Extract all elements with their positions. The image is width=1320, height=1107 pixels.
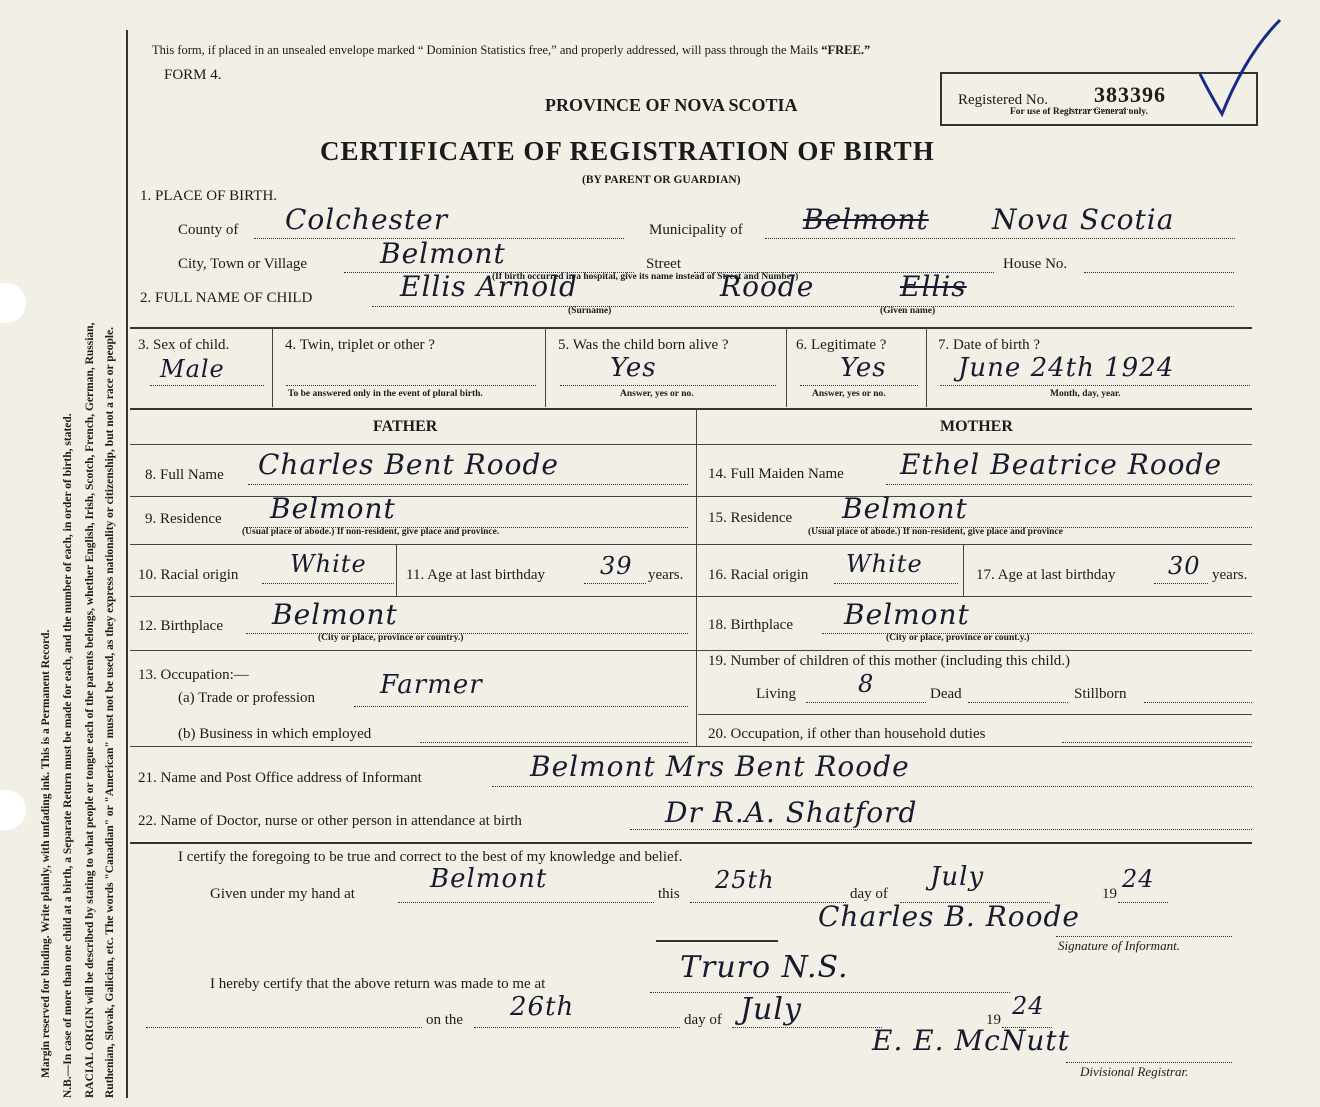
dead-label: Dead <box>930 686 962 702</box>
registrar-note: For use of Registrar General only. <box>1010 107 1148 117</box>
street-label: Street <box>646 256 681 272</box>
father-race-value: White <box>290 550 367 578</box>
dob-label: 7. Date of birth ? <box>938 337 1041 353</box>
doctor-label: 22. Name of Doctor, nurse or other person in attendance at birth <box>138 813 522 829</box>
binding-hole-bottom <box>0 790 26 830</box>
margin-note-2: N.B.—In case of more than one child at a birth, a Separate Return must be made for each, and the number of each, in order of birth, stated. <box>62 413 74 1098</box>
margin-note-3: RACIAL ORIGIN will be described by stating to what people or tongue each of the parents belongs, whether English, Irish, Scotch, French, German, Russian, <box>84 322 96 1098</box>
alive-label: 5. Was the child born alive ? <box>558 337 729 353</box>
mother-children-label: 19. Number of children of this mother (including this child.) <box>708 653 1071 669</box>
mother-race-value: White <box>846 550 923 578</box>
child-surname: Roode <box>720 270 815 303</box>
registration-day: 26th <box>510 992 575 1022</box>
given-day: 25th <box>715 866 775 894</box>
living-label: Living <box>756 686 796 702</box>
hospital-note: (If birth occurred in a hospital, give its name instead of Street and Number) <box>492 272 799 282</box>
child-name-struck: Ellis <box>900 270 967 303</box>
this-label: this <box>658 886 680 902</box>
registered-label: Registered No. <box>958 92 1048 108</box>
father-years: years. <box>648 567 684 583</box>
father-heading: FATHER <box>373 418 438 435</box>
registrar-signature: E. E. McNutt <box>872 1024 1070 1057</box>
binding-hole-top <box>0 283 26 323</box>
registration-year: 24 <box>1012 992 1045 1020</box>
on-the-label: on the <box>426 1012 464 1028</box>
mother-race-label: 16. Racial origin <box>708 567 809 583</box>
father-business-label: (b) Business in which employed <box>178 726 372 742</box>
registrar-place: Truro N.S. <box>680 950 849 985</box>
father-name-label: 8. Full Name <box>145 467 224 483</box>
mother-residence-value: Belmont <box>842 492 968 525</box>
mother-name-value: Ethel Beatrice Roode <box>900 448 1223 481</box>
registration-month: July <box>740 992 802 1027</box>
mother-age-label: 17. Age at last birthday <box>976 567 1116 583</box>
house-number-label: House No. <box>1003 256 1068 272</box>
day-of-label: day of <box>850 886 888 902</box>
mother-years: years. <box>1212 567 1248 583</box>
dob-note: Month, day, year. <box>1050 389 1121 399</box>
mother-name-label: 14. Full Maiden Name <box>708 466 844 482</box>
registrar-certify-text: I hereby certify that the above return was made to me at <box>210 976 546 992</box>
father-birthplace-note: (City or place, province or country.) <box>318 633 464 643</box>
county-label: County of <box>178 222 239 238</box>
father-race-label: 10. Racial origin <box>138 567 239 583</box>
certify-text: I certify the foregoing to be true and correct to the best of my knowledge and belief. <box>178 849 683 865</box>
given-month: July <box>930 862 985 892</box>
child-name-label: 2. FULL NAME OF CHILD <box>140 290 313 306</box>
mother-birthplace-label: 18. Birthplace <box>708 617 793 633</box>
legitimate-value: Yes <box>840 353 887 383</box>
form-number: FORM 4. <box>164 67 222 83</box>
margin-note-4: Ruthenian, Slovak, Galician, etc. The words "Canadian" or "American" must not be used, as they express nationality or citizenship, but not a race or people. <box>104 326 116 1098</box>
signature-label: Signature of Informant. <box>1058 938 1180 953</box>
father-birthplace-label: 12. Birthplace <box>138 618 223 634</box>
given-place: Belmont <box>430 864 548 894</box>
registration-year-prefix: 19 <box>986 1012 1001 1028</box>
father-age-value: 39 <box>600 552 633 580</box>
sex-label: 3. Sex of child. <box>138 337 230 353</box>
registration-day-of-label: day of <box>684 1012 722 1028</box>
mail-notice-text: This form, if placed in an unsealed envelope marked “ Dominion Statistics free,” and properly addressed, will pass through the Mails <box>152 43 819 57</box>
child-given-names: Ellis Arnold <box>400 270 578 303</box>
alive-note: Answer, yes or no. <box>620 389 694 399</box>
given-name-note: (Given name) <box>880 306 936 316</box>
city-value: Belmont <box>380 237 506 270</box>
municipality-label: Municipality of <box>649 222 743 238</box>
stillborn-label: Stillborn <box>1074 686 1127 702</box>
mail-notice <box>152 43 870 58</box>
informant-value: Belmont Mrs Bent Roode <box>530 750 910 783</box>
father-trade-value: Farmer <box>380 670 483 700</box>
informant-label: 21. Name and Post Office address of Informant <box>138 770 422 786</box>
mail-notice-free: “FREE.” <box>821 43 871 57</box>
father-occupation-label: 13. Occupation:— <box>138 667 249 683</box>
county-value: Colchester <box>285 203 449 236</box>
checkmark-icon <box>1196 14 1286 124</box>
city-label: City, Town or Village <box>178 256 308 272</box>
margin-note-1: Margin reserved for binding. Write plainly, with unfading ink. This is a Permanent Record. <box>40 629 52 1078</box>
twin-note: To be answered only in the event of plural birth. <box>288 389 483 399</box>
dob-value: June 24th 1924 <box>958 353 1175 383</box>
province-heading: PROVINCE OF NOVA SCOTIA <box>545 95 798 115</box>
father-residence-label: 9. Residence <box>145 511 222 527</box>
margin-rule <box>126 30 128 1098</box>
informant-signature: Charles B. Roode <box>818 900 1080 933</box>
twin-label: 4. Twin, triplet or other ? <box>285 337 435 353</box>
given-label: Given under my hand at <box>210 886 355 902</box>
divisional-registrar-label: Divisional Registrar. <box>1080 1064 1189 1079</box>
alive-value: Yes <box>610 353 657 383</box>
sex-value: Male <box>160 355 225 383</box>
father-residence-value: Belmont <box>270 492 396 525</box>
mother-birthplace-note: (City or place, province or count.y.) <box>886 633 1030 643</box>
municipality-value: Nova Scotia <box>992 203 1175 236</box>
legitimate-note: Answer, yes or no. <box>812 389 886 399</box>
mother-occupation-label: 20. Occupation, if other than household duties <box>708 726 986 742</box>
father-name-value: Charles Bent Roode <box>258 448 559 481</box>
certificate-title: CERTIFICATE OF REGISTRATION OF BIRTH <box>320 136 935 166</box>
father-trade-label: (a) Trade or profession <box>178 690 316 706</box>
father-age-label: 11. Age at last birthday <box>406 567 545 583</box>
municipality-struck: Belmont <box>803 203 929 236</box>
place-of-birth-label: 1. PLACE OF BIRTH. <box>140 188 278 204</box>
father-birthplace-value: Belmont <box>272 598 398 631</box>
given-year-prefix: 19 <box>1102 886 1117 902</box>
living-value: 8 <box>858 670 875 698</box>
surname-note: (Surname) <box>568 306 612 316</box>
certificate-subtitle: (BY PARENT OR GUARDIAN) <box>582 174 741 186</box>
mother-heading: MOTHER <box>940 418 1013 435</box>
registered-number: 383396 <box>1094 82 1166 107</box>
mother-age-value: 30 <box>1168 552 1201 580</box>
father-residence-note: (Usual place of abode.) If non-resident, give place and province. <box>242 527 500 537</box>
doctor-value: Dr R.A. Shatford <box>665 796 918 829</box>
given-year: 24 <box>1122 865 1155 893</box>
mother-birthplace-value: Belmont <box>844 598 970 631</box>
mother-residence-note: (Usual place of abode.) If non-resident, give place and province <box>808 527 1063 537</box>
mother-residence-label: 15. Residence <box>708 510 793 526</box>
legitimate-label: 6. Legitimate ? <box>796 337 887 353</box>
